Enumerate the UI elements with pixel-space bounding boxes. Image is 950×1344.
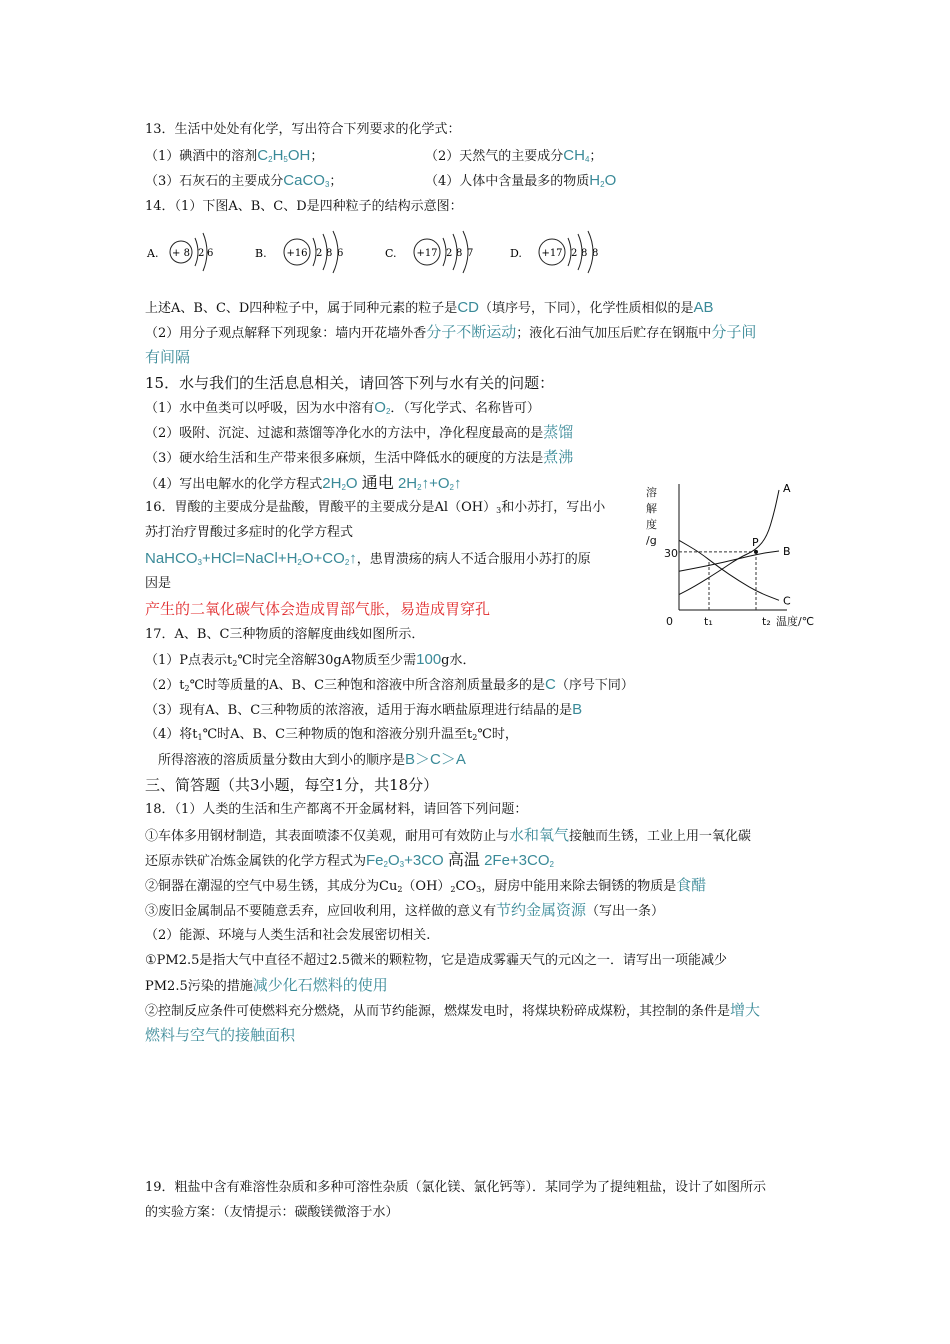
answer-q18-6-cont: 燃料与空气的接触面积 [145,1027,296,1044]
svg-text:6: 6 [337,248,344,259]
q13-title: 13．生活中处处有化学，写出符合下列要求的化学式： [145,122,461,137]
q17-line2: $(2)t_2℃$时等质量的A、B、C三种饱和溶液中所含溶剂质量最多的是C（序号下同） [145,676,634,693]
q18-line5: （2）能源、环境与人类生活和社会发展密切相关. [145,928,431,943]
q19-line1: 19．粗盐中含有难溶性杂质和多种可溶性杂质（氯化镁、氯化钙等）．某同学为了提纯粗盐，设计了如图所示 [145,1180,767,1195]
series-label-b: B [783,544,791,558]
point-p-label: P [752,535,759,549]
answer-q17-2: C [545,676,556,693]
svg-text:2: 2 [198,248,205,259]
svg-text:B.: B. [255,247,267,260]
q18-line8: ②控制反应条件可使燃料充分燃烧，从而节约能源，燃煤发电时，将煤块粉碎成煤粉，其控制的条件是增大 [145,1002,761,1019]
svg-text:8: 8 [592,248,599,259]
q18-line3: ②铜器在潮湿的空气中易生锈，其成分为$Cu_2(OH)_2CO_3$，厨房中能用来除去铜锈的物质是食醋 [145,877,707,894]
answer-q17-1: 100 [416,651,442,668]
answer-q18-3: 食醋 [676,877,707,894]
q16-line1: 16．胃酸的主要成分是盐酸，胃酸平的主要成分是$Al(OH)_3$和小苏打，写出小 [145,500,606,515]
answer-q18-1: 水和氧气 [509,827,570,844]
q15-line1: （1）水中鱼类可以呼吸，因为水中溶有$O_2$．（写化学式、名称皆可） [145,399,540,416]
answer-q15-1: $O_2$ [374,399,391,416]
atom-diagram-b [253,228,368,278]
series-label-a: A [783,482,791,495]
answer-q15-2: 蒸馏 [543,424,574,441]
x-tick-label: t₁ [704,615,713,628]
section-heading: 三、简答题（共3小题，每空1分，共18分） [145,776,439,794]
x-tick-label: t₂ [762,615,771,628]
q16-line2: 苏打治疗胃酸过多症时的化学方程式 [145,525,354,540]
svg-text:2: 2 [571,248,578,259]
answer-q14-4-cont: 有间隔 [145,349,191,366]
q15-title: 15．水与我们的生活息息相关，请回答下列与水有关的问题： [145,374,555,392]
q18-title: 18．（1）人类的生活和生产都离不开金属材料，请回答下列问题： [145,802,528,817]
origin-label: 0 [666,615,673,628]
svg-text:8: 8 [456,248,463,259]
answer-q15-3: 煮沸 [543,449,574,466]
svg-text:+ 8: + 8 [172,248,190,259]
point-p [754,550,758,554]
q13-line2: （3）石灰石的主要成分CaCO$_3$； （4）人体中含量最多的物质$H_2O$ [145,172,617,189]
answer-q18-2: $Fe_2O_3+3CO$ 高温 $2Fe+3CO_2$ [366,852,554,869]
y-axis-label-char: 度 [646,518,657,531]
answer-q15-4: $2H_2O$ 通电 $2H_2↑+O_2↑$ [322,475,462,492]
q15-line3: （3）硬水给生活和生产带来很多麻烦，生活中降低水的硬度的方法是煮沸 [145,449,574,466]
q18-line1: ①车体多用钢材制造，其表面喷漆不仅美观，耐用可有效防止与水和氧气接触而生锈，工业上用一氧化碳 [145,827,752,844]
svg-text:+17: +17 [416,248,438,259]
y-axis-label-char: /g [646,534,657,547]
answer-q14-1: CD [457,299,479,316]
y-axis-label-char: 溶 [646,486,657,499]
y-axis-label-char: 解 [646,502,657,515]
q16-line4: 因是 [145,576,172,591]
svg-text:A.: A. [147,247,159,260]
y-tick-label: 30 [664,547,678,560]
q14-line1: 上述A、B、C、D四种粒子中，属于同种元素的粒子是CD（填序号，下同），化学性质相似的是AB [145,299,714,316]
svg-text:8: 8 [581,248,588,259]
q13-line1: （1）碘酒中的溶剂$C_2H_5OH$； （2）天然气的主要成分$CH_4$； [145,147,603,164]
svg-text:C.: C. [385,247,397,260]
q18-line2: 还原赤铁矿冶炼金属铁的化学方程式为$Fe_2O_3+3CO$ 高温 $2Fe+3CO_2$ [145,852,554,869]
q17-line4: （4）将$t_1℃$时A、B、C三种物质的饱和溶液分别升温至$t_2℃$时， [145,727,518,742]
svg-text:2: 2 [316,248,323,259]
svg-text:D.: D. [510,247,522,260]
q19-line2: 的实验方案：（友情提示：碳酸镁微溶于水） [145,1205,399,1220]
answer-q13-3: CaCO$_3$ [283,172,330,189]
q15-line2: （2）吸附、沉淀、过滤和蒸馏等净化水的方法中，净化程度最高的是蒸馏 [145,424,574,441]
chart-plot [679,482,791,610]
svg-text:7: 7 [467,248,474,259]
answer-q18-4: 节约金属资源 [496,902,587,919]
answer-q14-2: AB [693,299,714,316]
q15-line4: （4）写出电解水的化学方程式$2H_2O$ 通电 $2H_2↑+O_2↑$ [145,475,462,492]
answer-q18-5: 减少化石燃料的使用 [252,977,388,994]
q14-title: 14．（1）下图A、B、C、D是四种粒子的结构示意图： [145,199,463,214]
answer-q17-3: B [572,701,583,718]
atom-diagram-c [383,228,498,278]
answer-q13-2: $CH_4$ [563,147,590,164]
solubility-chart [642,482,832,630]
answer-q13-1: $C_2H_5OH$ [257,147,311,164]
svg-text:6: 6 [207,248,214,259]
svg-text:8: 8 [326,248,333,259]
svg-text:2: 2 [446,248,453,259]
q18-line4: ③废旧金属制品不要随意丢弃，应回收利用，这样做的意义有节约金属资源（写出一条） [145,902,665,919]
q17-line3: （3）现有A、B、C三种物质的浓溶液，适用于海水晒盐原理进行结晶的是B [145,701,583,718]
atom-diagram-a [145,228,245,278]
series-curve-a [679,490,779,595]
q18-line7: PM2.5污染的措施减少化石燃料的使用 [145,977,388,994]
answer-q14-3: 分子不断运动 [426,324,517,341]
answer-q16-1: $NaHCO_3+HCl=NaCl+H_2O+CO_2↑$ [145,550,357,567]
q16-line5 [145,599,490,621]
q14-line3 [145,348,190,369]
q17-title: 17．A、B、C三种物质的溶解度曲线如图所示． [145,627,425,642]
q18-line6: ①PM2.5是指大气中直径不超过2.5微米的颗粒物，它是造成雾霾天气的元凶之一．请写出一项能减少 [145,953,728,968]
answer-q17-4: B＞C＞A [405,751,466,768]
svg-text:+16: +16 [286,248,308,259]
svg-text:+17: +17 [541,248,563,259]
q16-line3: $NaHCO_3+HCl=NaCl+H_2O+CO_2↑$，患胃溃疡的病人不适合服用小苏打的原 [145,550,591,567]
answer-q14-4: 分子间 [711,324,757,341]
series-curve-c [679,540,779,600]
series-curve-b [679,551,779,571]
q17-line1: （1）P点表示$t_2℃$时完全溶解30gA物质至少需100g水． [145,651,476,668]
answer-q18-6: 增大 [730,1002,761,1019]
x-axis-label: 温度/℃ [776,615,815,628]
q14-line2: （2）用分子观点解释下列现象：墙内开花墙外香分子不断运动；液化石油气加压后贮存在钢瓶中分子间 [145,324,757,341]
q18-line9 [145,1026,295,1047]
answer-q16-2: 产生的二氧化碳气体会造成胃部气胀，易造成胃穿孔 [145,600,491,618]
series-label-c: C [783,594,791,608]
atom-diagram-d [508,228,623,278]
q17-line5: 所得溶液的溶质质量分数由大到小的顺序是B＞C＞A [158,751,466,768]
answer-q13-4: $H_2O$ [589,172,617,189]
